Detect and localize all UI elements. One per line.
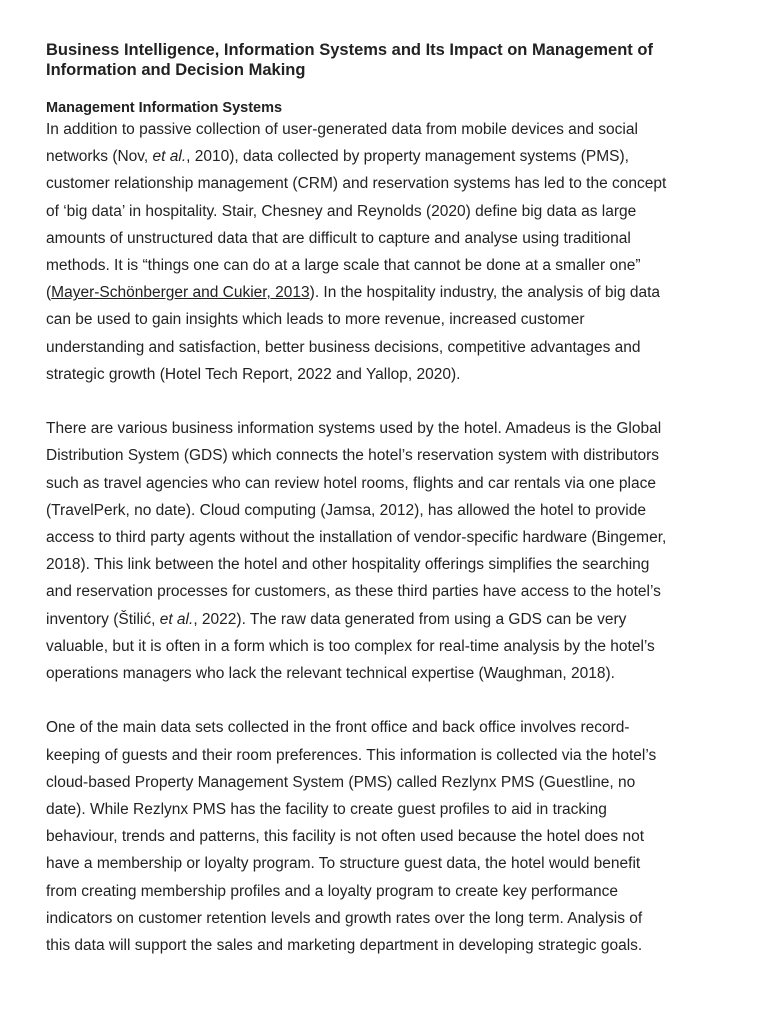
text-run: ). In the hospitality industry, the analysis of big data — [309, 284, 661, 302]
paragraph-line: amounts of unstructured data that are difficult to capture and analyse using traditional — [46, 229, 631, 247]
italic-text: et al. — [159, 610, 194, 628]
paragraph-spacer — [46, 687, 722, 714]
paragraph-line: understanding and satisfaction, better business decisions, competitive advantages and — [46, 338, 641, 356]
paragraph-line: Distribution System (GDS) which connects the hotel’s reservation system with distributors — [46, 447, 660, 465]
document-page — [46, 40, 722, 959]
paragraph-line: indicators on customer retention levels and growth rates over the long term. Analysis of — [46, 909, 643, 927]
paragraph-2 — [46, 415, 722, 687]
paragraph-line — [46, 279, 722, 306]
text-run: , 2022). The raw data generated from using a GDS can be very — [193, 610, 627, 628]
citation-link[interactable]: Mayer-Schönberger and Cukier, 2013 — [51, 284, 310, 302]
paragraph-line: of ‘big data’ in hospitality. Stair, Chesney and Reynolds (2020) define big data as large — [46, 202, 637, 220]
paragraph-3 — [46, 714, 722, 959]
title-line-2: Information and Decision Making — [46, 61, 306, 79]
paragraph-line: operations managers who lack the relevant technical expertise (Waughman, 2018). — [46, 665, 615, 683]
text-run: inventory (Štilić, — [46, 610, 160, 628]
paragraph-line: In addition to passive collection of user-generated data from mobile devices and social — [46, 121, 638, 138]
paragraph-line: methods. It is “things one can do at a large scale that cannot be done at a smaller one” — [46, 257, 641, 275]
paragraph-line — [46, 143, 722, 170]
paragraph-line — [46, 606, 722, 633]
paragraph-line: valuable, but it is often in a form which is too complex for real-time analysis by the hotel’s — [46, 637, 655, 655]
paragraph-line: keeping of guests and their room preferences. This information is collected via the hotel’s — [46, 746, 657, 764]
paragraph-line: 2018). This link between the hotel and other hospitality offerings simplifies the searching — [46, 556, 650, 574]
section-heading: Management Information Systems — [46, 100, 283, 116]
paragraph-1 — [46, 116, 722, 388]
paragraph-line: strategic growth (Hotel Tech Report, 2022 and Yallop, 2020). — [46, 365, 461, 383]
paragraph-line: can be used to gain insights which leads to more revenue, increased customer — [46, 311, 585, 329]
paragraph-line: from creating membership profiles and a loyalty program to create key performance — [46, 882, 619, 900]
paragraph-line: One of the main data sets collected in the front office and back office involves record- — [46, 719, 630, 737]
paragraph-line: (TravelPerk, no date). Cloud computing (Jamsa, 2012), has allowed the hotel to provide — [46, 501, 646, 519]
paragraph-line: customer relationship management (CRM) and reservation systems has led to the concept — [46, 175, 667, 193]
title-line-1: Business Intelligence, Information Systems and Its Impact on Management of — [46, 41, 653, 59]
paragraph-spacer — [46, 388, 722, 415]
paragraph-line: behaviour, trends and patterns, this facility is not often used because the hotel does not — [46, 828, 644, 846]
paragraph-line: this data will support the sales and marketing department in developing strategic goals. — [46, 937, 643, 955]
paragraph-line: have a membership or loyalty program. To structure guest data, the hotel would benefit — [46, 855, 641, 873]
document-title — [46, 40, 722, 80]
paragraph-line: and reservation processes for customers, as these third parties have access to the hotel’s — [46, 583, 661, 601]
paragraph-line: access to third party agents without the installation of vendor-specific hardware (Bingemer, — [46, 529, 667, 547]
paragraph-line: such as travel agencies who can review hotel rooms, flights and car rentals via one place — [46, 474, 656, 492]
paragraph-line: date). While Rezlynx PMS has the facility to create guest profiles to aid in tracking — [46, 801, 607, 819]
text-run: ( — [46, 284, 52, 302]
paragraph-line: cloud-based Property Management System (PMS) called Rezlynx PMS (Guestline, no — [46, 773, 636, 791]
paragraph-line: There are various business information systems used by the hotel. Amadeus is the Global — [46, 420, 662, 438]
text-run: , 2010), data collected by property management systems (PMS), — [186, 148, 629, 166]
italic-text: et al. — [152, 148, 187, 166]
text-run: networks (Nov, — [46, 148, 153, 166]
